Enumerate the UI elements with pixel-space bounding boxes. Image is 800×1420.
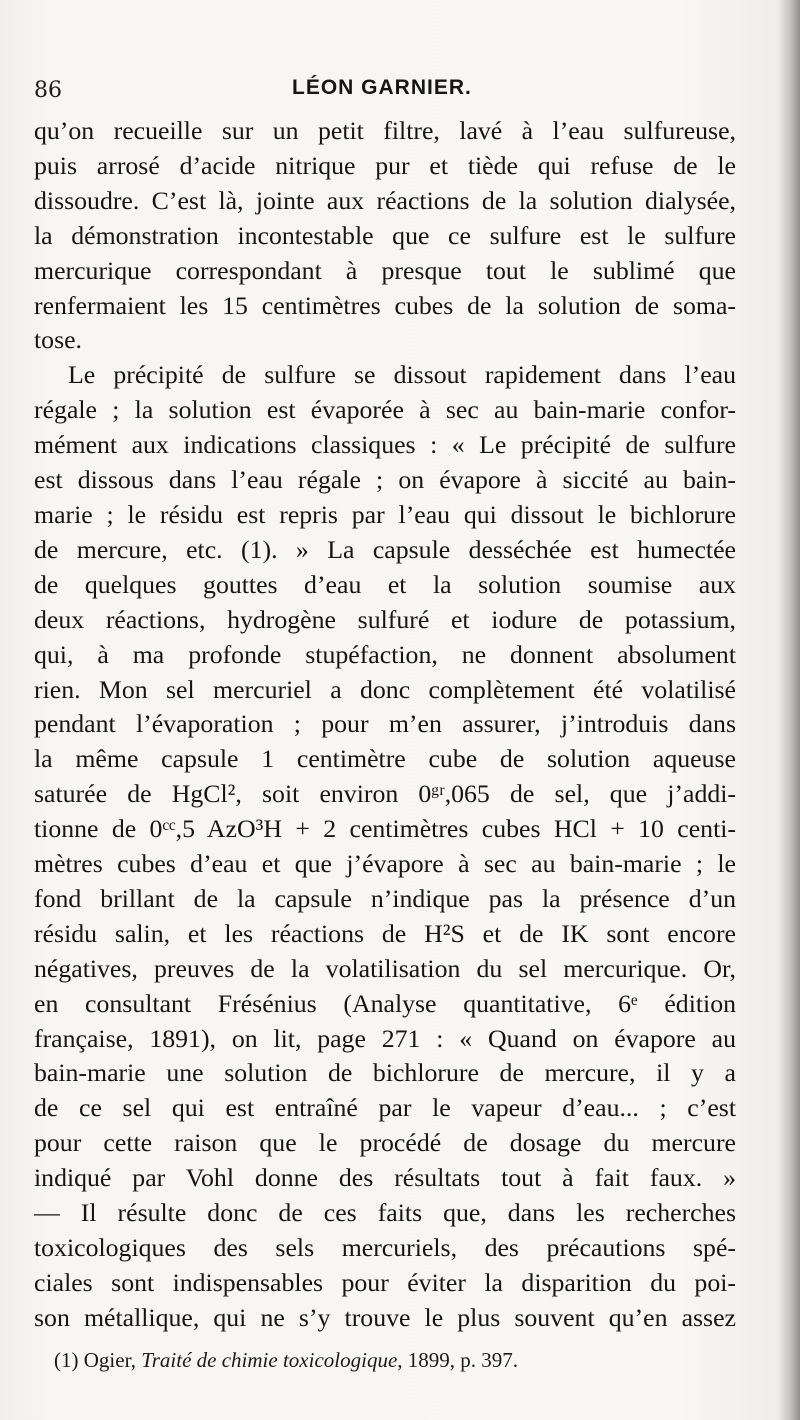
text-line: indiqué par Vohl donne des résultats tout à fait faux. » xyxy=(34,1163,736,1193)
text-line: tose. xyxy=(34,325,83,355)
text-line: en consultant Frésénius (Analyse quantitative, 6ᵉ édition xyxy=(34,988,736,1018)
footnote-title: Traité de chimie toxicologique, xyxy=(141,1348,403,1372)
footnote-marker: (1) xyxy=(54,1348,79,1372)
text-line: son métallique, qui ne s’y trouve le plus souvent qu’en assez xyxy=(34,1302,736,1332)
text-line: pendant l’évaporation ; pour m’en assurer, j’introduis dans xyxy=(34,709,736,739)
text-line: de quelques gouttes d’eau et la solution soumise aux xyxy=(34,569,736,599)
text-line: deux réactions, hydrogène sulfuré et iodure de potassium, xyxy=(34,604,736,634)
text-line: pour cette raison que le procédé de dosage du mercure xyxy=(34,1128,736,1158)
text-line: fond brillant de la capsule n’indique pas la présence d’un xyxy=(34,883,736,913)
text-line: de mercure, etc. (1). » La capsule desséchée est humectée xyxy=(34,534,736,564)
footnote-details: 1899, p. 397. xyxy=(407,1348,519,1372)
spine-shadow xyxy=(778,0,800,1420)
text-line: Le précipité de sulfure se dissout rapidement dans l’eau xyxy=(68,360,736,390)
text-line: mément aux indications classiques : « Le précipité de sulfure xyxy=(34,430,736,460)
footnote-author: Ogier, xyxy=(83,1348,136,1372)
text-line: bain-marie une solution de bichlorure de mercure, il y a xyxy=(34,1058,736,1088)
text-line: mercurique correspondant à presque tout le sublimé que xyxy=(34,255,736,285)
text-line: marie ; le résidu est repris par l’eau qui dissout le bichlorure xyxy=(34,499,736,529)
text-line: la même capsule 1 centimètre cube de solution aqueuse xyxy=(34,744,736,774)
text-line: mètres cubes d’eau et que j’évapore à sec au bain-marie ; le xyxy=(34,849,736,879)
text-line: tionne de 0ᶜᶜ,5 AzO³H + 2 centimètres cubes HCl + 10 centi- xyxy=(34,814,736,844)
body-text xyxy=(34,114,736,1336)
text-line: française, 1891), on lit, page 271 : « Quand on évapore au xyxy=(34,1023,736,1053)
text-line: de ce sel qui est entraîné par le vapeur d’eau... ; c’est xyxy=(34,1093,736,1123)
text-line: est dissous dans l’eau régale ; on évapore à siccité au bain- xyxy=(34,465,736,495)
text-line: dissoudre. C’est là, jointe aux réactions de la solution dialysée, xyxy=(34,185,736,215)
text-line: saturée de HgCl², soit environ 0ᵍʳ,065 de sel, que j’addi- xyxy=(34,779,736,809)
running-head: LÉON GARNIER. xyxy=(292,76,472,99)
text-line: ciales sont indispensables pour éviter la disparition du poi- xyxy=(34,1267,736,1297)
text-line: — Il résulte donc de ces faits que, dans les recherches xyxy=(34,1198,736,1228)
text-line: renfermaient les 15 centimètres cubes de la solution de soma- xyxy=(34,290,736,320)
text-line: négatives, preuves de la volatilisation du sel mercurique. Or, xyxy=(34,953,736,983)
text-line: puis arrosé d’acide nitrique pur et tiède qui refuse de le xyxy=(34,150,736,180)
page-number: 86 xyxy=(34,78,62,103)
page-header xyxy=(34,72,734,108)
text-line: qui, à ma profonde stupéfaction, ne donnent absolument xyxy=(34,639,736,669)
text-line: toxicologiques des sels mercuriels, des précautions spé- xyxy=(34,1233,736,1262)
text-line: régale ; la solution est évaporée à sec au bain-marie confor- xyxy=(34,395,736,425)
footnote xyxy=(54,1346,714,1374)
text-line: la démonstration incontestable que ce sulfure est le sulfure xyxy=(34,220,736,250)
text-line: résidu salin, et les réactions de H²S et de IK sont encore xyxy=(34,918,736,948)
text-line: qu’on recueille sur un petit filtre, lavé à l’eau sulfureuse, xyxy=(34,116,736,145)
text-line: rien. Mon sel mercuriel a donc complètement été volatilisé xyxy=(34,674,736,704)
